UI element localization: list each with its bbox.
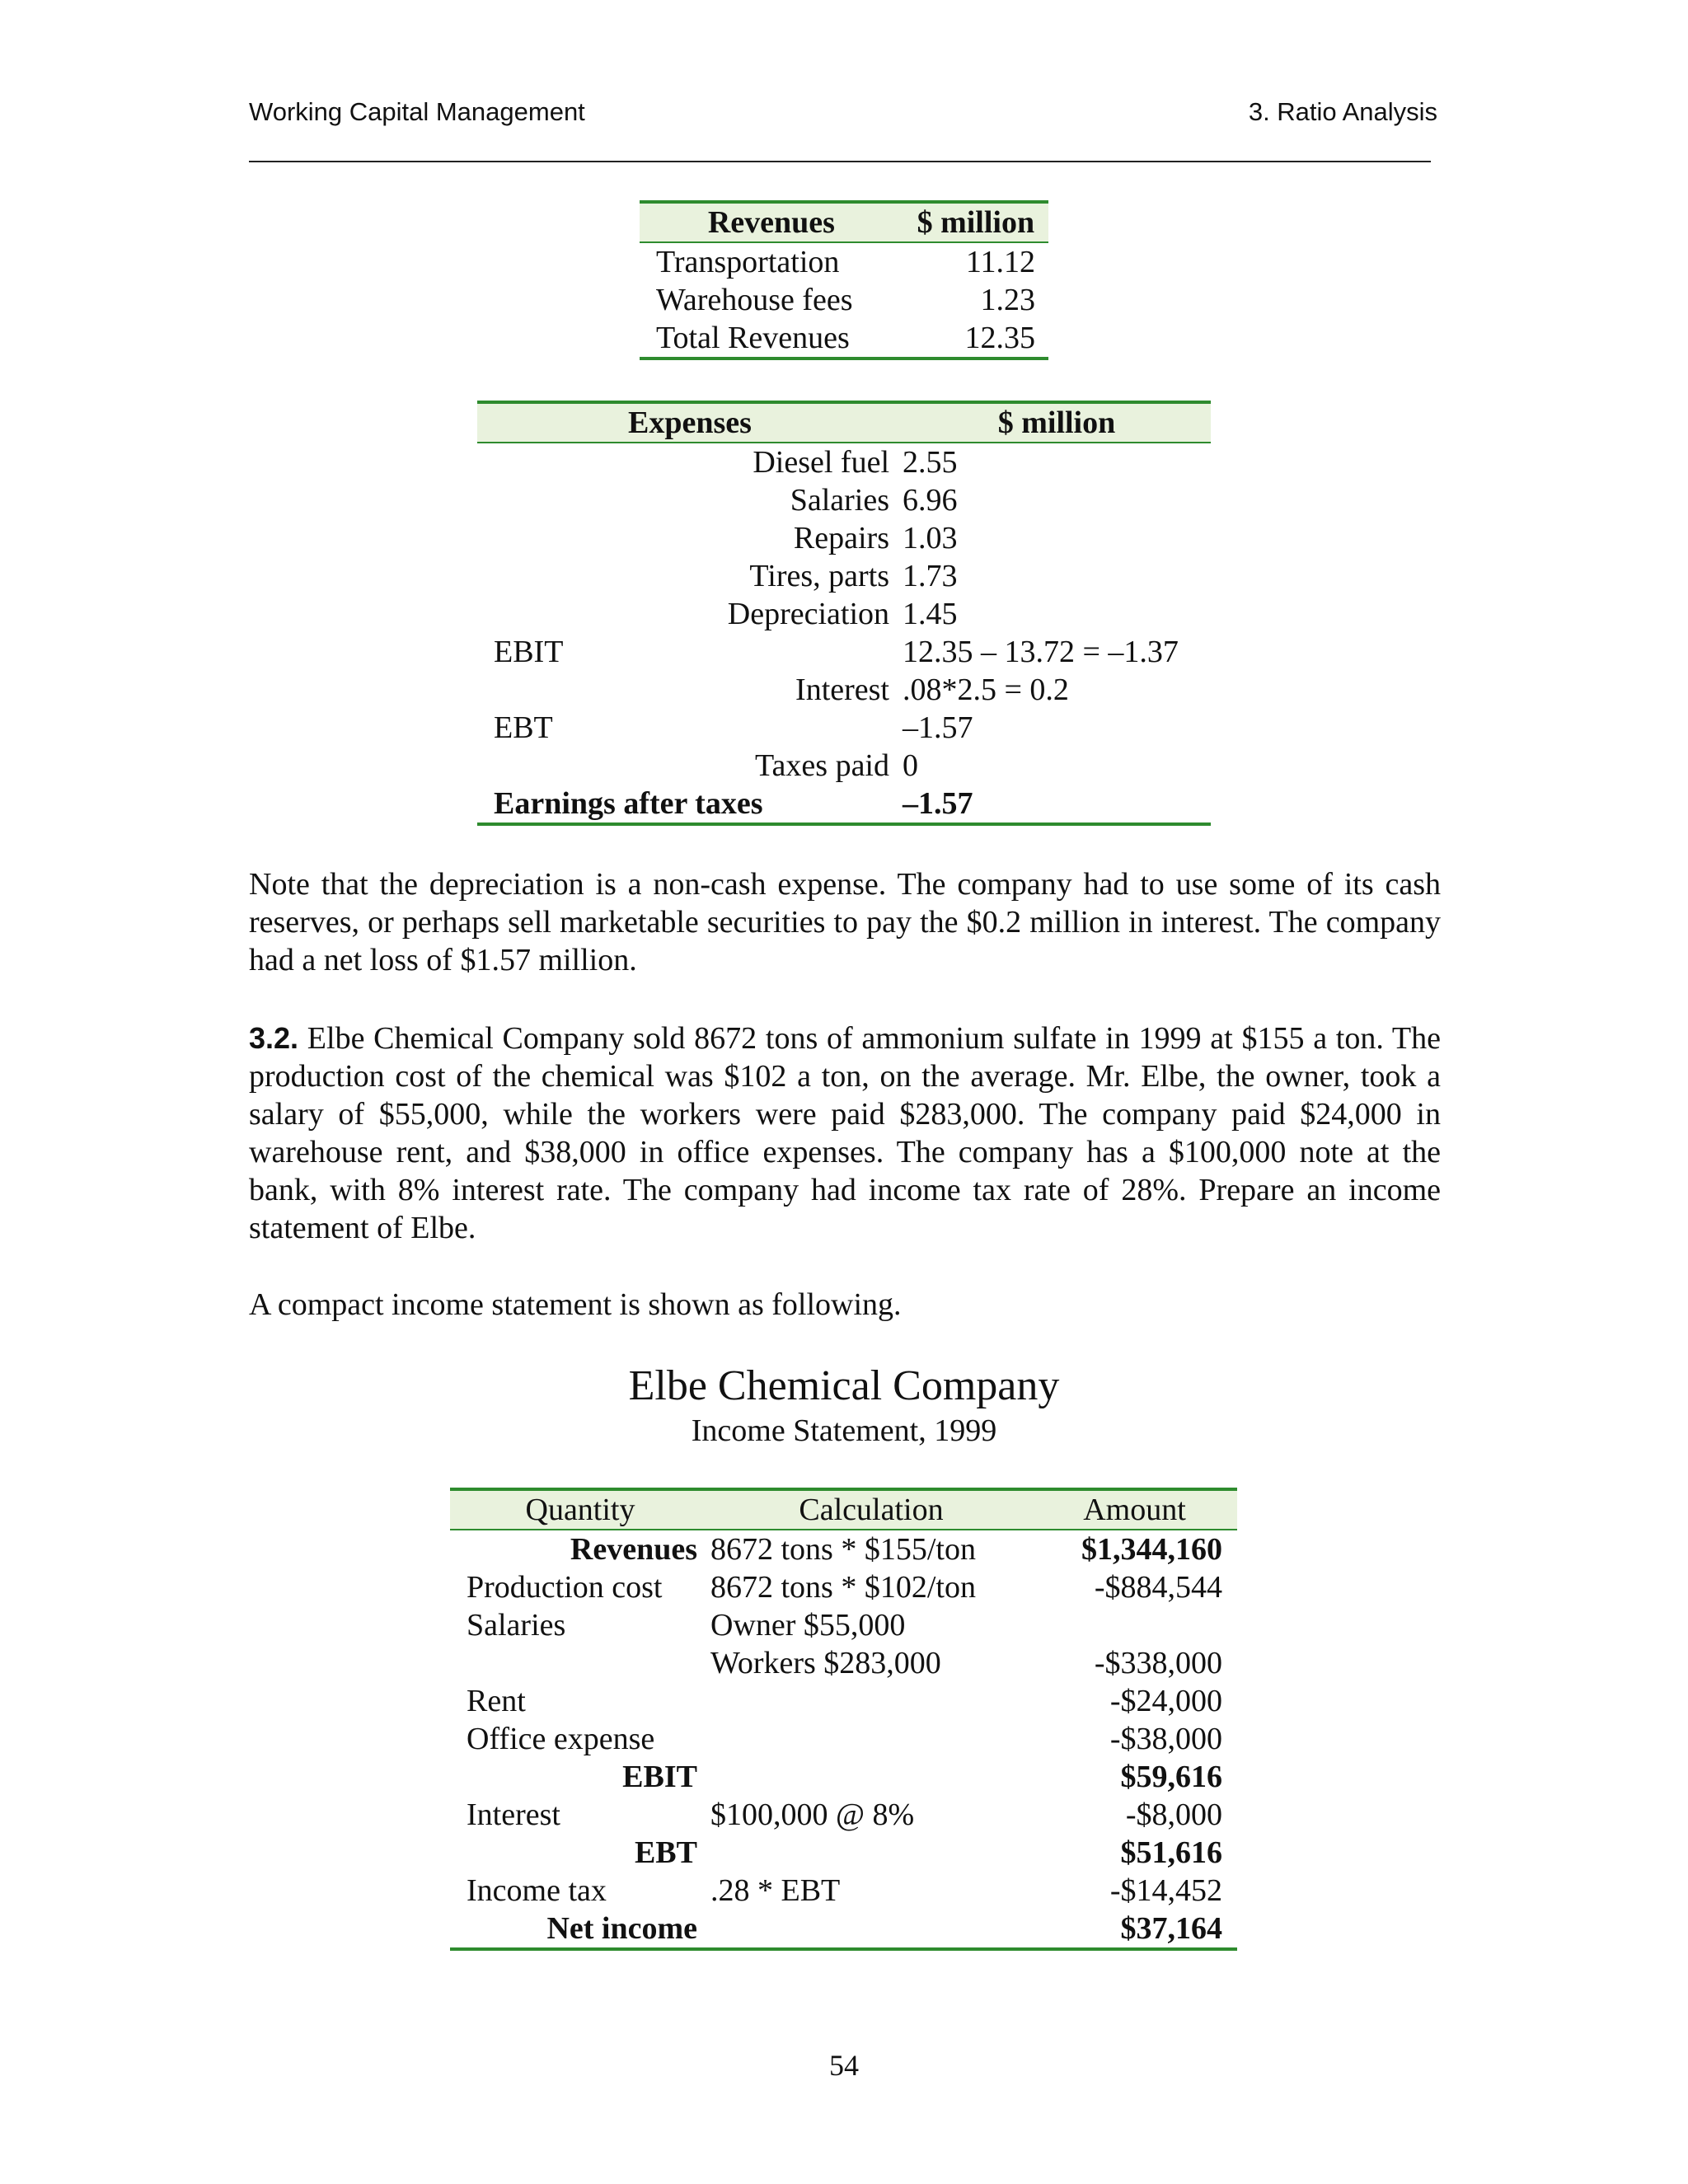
table-cell: 11.12 xyxy=(965,245,1035,279)
table-cell xyxy=(450,1644,710,1682)
column-header: Calculation xyxy=(710,1489,1032,1530)
table-cell: 8672 tons * $155/ton xyxy=(710,1532,976,1567)
table-row xyxy=(477,481,1211,519)
table-cell: $100,000 @ 8% xyxy=(710,1797,915,1832)
table-cell: 12.35 xyxy=(964,321,1035,355)
table-cell xyxy=(710,1834,1032,1872)
table-cell: Tires, parts xyxy=(749,559,889,593)
table-header-row xyxy=(477,402,1211,443)
note-paragraph: Note that the depreciation is a non-cash expense. The company had to use some of its cash reserves, or perhaps sell marketable securities to pay the $0.2 million in interest. The company had a net loss of $1.57 million. xyxy=(249,867,1441,977)
column-header: Revenues xyxy=(640,202,903,242)
table-cell: 1.45 xyxy=(903,597,958,631)
table-row xyxy=(450,1720,1237,1758)
table-row xyxy=(450,1644,1237,1682)
table-row xyxy=(450,1606,1237,1644)
table-cell: $1,344,160 xyxy=(1081,1532,1222,1567)
column-header: Quantity xyxy=(450,1489,710,1530)
table-header-row xyxy=(640,202,1048,242)
table-row xyxy=(450,1568,1237,1606)
table-row xyxy=(450,1834,1237,1872)
table-cell: .28 * EBT xyxy=(710,1873,841,1908)
table-row xyxy=(640,242,1048,281)
table-cell: EBIT xyxy=(622,1760,697,1794)
table-cell xyxy=(710,1758,1032,1796)
table-row xyxy=(477,785,1211,824)
table-row xyxy=(640,281,1048,319)
table-cell: Production cost xyxy=(467,1570,663,1605)
table-row xyxy=(477,443,1211,481)
table-row xyxy=(477,519,1211,557)
table-row xyxy=(450,1796,1237,1834)
table-cell: 2.55 xyxy=(903,445,958,480)
revenues-table xyxy=(640,200,1048,360)
table-cell: $59,616 xyxy=(1120,1760,1222,1794)
table-cell: EBIT xyxy=(494,635,564,669)
problem-text: Elbe Chemical Company sold 8672 tons of ammonium sulfate in 1999 at $155 a ton. The production cost of the chemical was $102 a ton, on the average. Mr. Elbe, the owner, took a salary of $55,000, while the workers were paid $283,000. The company paid $24,000 in warehouse rent, and $38,000 in office expenses. The company has a $100,000 note at the bank, with 8% interest rate. The company had income tax rate of 28%. Prepare an income statement of Elbe. xyxy=(249,1021,1441,1245)
table-header-row xyxy=(450,1489,1237,1530)
company-title: Elbe Chemical Company xyxy=(628,1362,1060,1409)
table-cell: $51,616 xyxy=(1120,1835,1222,1870)
column-header: $ million xyxy=(903,202,1048,242)
table-row xyxy=(477,709,1211,747)
table-row xyxy=(477,747,1211,785)
column-header: Expenses xyxy=(477,402,903,443)
table-row xyxy=(450,1682,1237,1720)
table-cell: Net income xyxy=(546,1911,697,1946)
table-cell: -$24,000 xyxy=(1109,1684,1222,1718)
table-cell: Interest xyxy=(795,673,889,707)
header-book-title: Working Capital Management xyxy=(249,97,585,126)
table-cell: Income tax xyxy=(467,1873,607,1908)
table-cell: Office expense xyxy=(467,1722,655,1756)
table-cell: Salaries xyxy=(467,1608,566,1643)
table-row xyxy=(477,595,1211,633)
table-cell: -$14,452 xyxy=(1109,1873,1222,1908)
table-row xyxy=(477,633,1211,671)
table-cell: Depreciation xyxy=(727,597,889,631)
page-number: 54 xyxy=(829,2049,859,2082)
table-cell: EBT xyxy=(634,1835,697,1870)
table-cell: Workers $283,000 xyxy=(710,1646,941,1680)
table-row xyxy=(477,557,1211,595)
table-cell: 1.73 xyxy=(903,559,958,593)
table-cell: Earnings after taxes xyxy=(494,786,763,821)
header-chapter-title: 3. Ratio Analysis xyxy=(1248,97,1437,126)
table-cell: -$38,000 xyxy=(1109,1722,1222,1756)
table-cell: 6.96 xyxy=(903,483,958,518)
statement-subtitle: Income Statement, 1999 xyxy=(691,1413,997,1448)
table-cell: Taxes paid xyxy=(754,748,889,783)
table-cell: 0 xyxy=(903,748,918,783)
table-row xyxy=(450,1872,1237,1910)
column-header: $ million xyxy=(903,402,1211,443)
table-cell: Owner $55,000 xyxy=(710,1608,906,1643)
table-cell: 1.23 xyxy=(980,283,1035,317)
problem-number: 3.2. xyxy=(249,1021,299,1055)
problem-paragraph xyxy=(249,1019,1441,1247)
table-cell: –1.57 xyxy=(903,786,973,821)
table-cell: Salaries xyxy=(790,483,889,518)
income-statement-table xyxy=(450,1488,1237,1951)
table-cell: EBT xyxy=(494,710,553,745)
table-cell: 1.03 xyxy=(903,521,958,555)
table-cell: -$8,000 xyxy=(1125,1797,1222,1832)
table-row xyxy=(477,671,1211,709)
table-cell: Interest xyxy=(467,1797,560,1832)
header-rule xyxy=(249,161,1431,162)
table-cell: 12.35 – 13.72 = –1.37 xyxy=(903,635,1179,669)
table-cell: Diesel fuel xyxy=(753,445,889,480)
table-row xyxy=(450,1758,1237,1796)
table-cell: Revenues xyxy=(570,1532,697,1567)
table-cell: 8672 tons * $102/ton xyxy=(710,1570,976,1605)
table-row xyxy=(450,1910,1237,1949)
table-cell xyxy=(1032,1606,1237,1644)
table-cell xyxy=(710,1720,1032,1758)
table-row xyxy=(640,319,1048,359)
compact-intro-paragraph: A compact income statement is shown as following. xyxy=(249,1287,902,1322)
table-cell: -$338,000 xyxy=(1094,1646,1222,1680)
table-row xyxy=(450,1530,1237,1568)
table-cell xyxy=(710,1682,1032,1720)
column-header: Amount xyxy=(1032,1489,1237,1530)
table-cell: $37,164 xyxy=(1120,1911,1222,1946)
table-cell: .08*2.5 = 0.2 xyxy=(903,673,1069,707)
expenses-table xyxy=(477,401,1211,826)
table-cell: Repairs xyxy=(793,521,889,555)
table-cell: –1.57 xyxy=(903,710,973,745)
table-cell: Rent xyxy=(467,1684,526,1718)
table-cell xyxy=(710,1910,1032,1949)
table-cell: Total Revenues xyxy=(656,321,850,355)
table-cell: -$884,544 xyxy=(1094,1570,1222,1605)
table-cell: Transportation xyxy=(656,245,840,279)
table-cell: Warehouse fees xyxy=(656,283,853,317)
